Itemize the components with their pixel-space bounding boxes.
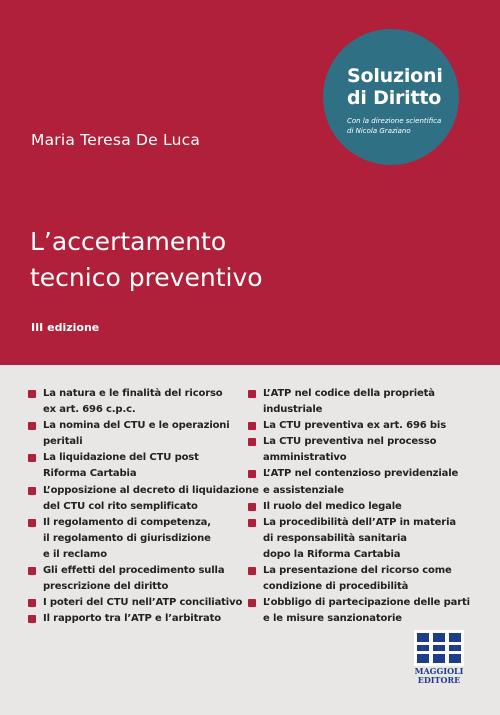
topics-list-right [248, 386, 473, 627]
author-name: Maria Teresa De Luca [31, 131, 201, 149]
publisher-name-line-1: MAGGIOLI [414, 666, 464, 676]
topic-line: e le misure sanzionatorie [263, 613, 402, 625]
topic-item [248, 466, 473, 498]
topic-line: il regolamento di giurisdizione [43, 532, 211, 544]
topic-line: ex art. 696 c.p.c. [43, 404, 136, 416]
topic-line: Gli effetti del procedimento sulla [43, 565, 225, 577]
topic-line: La CTU preventiva ex art. 696 bis [263, 420, 447, 432]
topic-line: Il rapporto tra l’ATP e l’arbitrato [43, 613, 221, 625]
series-badge [323, 29, 459, 165]
topic-line: La CTU preventiva nel processo [263, 436, 437, 448]
topic-item [28, 418, 238, 450]
topic-line: del CTU col rito semplificato [43, 500, 198, 512]
edition-label: III edizione [31, 321, 100, 334]
series-title-line-2: di Diritto [347, 87, 442, 109]
topic-line: La procedibilità dell’ATP in materia [263, 516, 456, 528]
topic-item [248, 515, 473, 563]
topic-item [248, 418, 473, 434]
topic-line: di responsabilità sanitaria [263, 532, 407, 544]
topic-line: Riforma Cartabia [43, 468, 137, 480]
topic-item [248, 386, 473, 418]
series-title [347, 65, 443, 109]
topic-line: La liquidazione del CTU post [43, 452, 199, 464]
topic-line: L’obbligo di partecipazione delle parti [263, 597, 470, 609]
topic-line: prescrizione del diritto [43, 581, 169, 593]
topic-line: La presentazione del ricorso come [263, 565, 452, 577]
topic-item [28, 386, 238, 418]
topic-item [28, 450, 238, 482]
book-title-line-1: L’accertamento [30, 227, 227, 256]
topics-list-left [28, 386, 259, 627]
topic-line: L’opposizione al decreto di liquidazione [43, 484, 259, 496]
topic-line: Il regolamento di competenza, [43, 516, 211, 528]
topic-item [28, 611, 238, 627]
topic-line: Il ruolo del medico legale [263, 500, 402, 512]
topic-item [248, 434, 473, 466]
topic-item [28, 563, 238, 595]
topic-line: L’ATP nel contenzioso previdenziale [263, 468, 459, 480]
topic-item [248, 499, 473, 515]
series-title-line-1: Soluzioni [347, 65, 443, 87]
publisher-logo [411, 630, 467, 686]
topic-item [28, 515, 238, 563]
publisher-logo-icon [414, 630, 464, 666]
topic-line: dopo la Riforma Cartabia [263, 548, 401, 560]
topic-line: e assistenziale [263, 484, 344, 496]
topic-line: condizione di procedibilità [263, 581, 409, 593]
topic-line: L’ATP nel codice della proprietà [263, 388, 435, 399]
topic-line: La nomina del CTU e le operazioni [43, 420, 230, 432]
topic-line: e il reclamo [43, 548, 107, 560]
topic-line: I poteri del CTU nell’ATP conciliativo [43, 597, 243, 609]
topic-item [28, 595, 243, 611]
topic-item [248, 595, 473, 627]
topic-item [248, 563, 473, 595]
series-subtitle-line-1: Con la direzione scientifica [347, 117, 442, 125]
series-subtitle [347, 116, 447, 136]
publisher-name-line-2: EDITORE [417, 675, 461, 685]
topic-line: amministrativo [263, 452, 347, 464]
topic-item [28, 483, 259, 515]
publisher-name [411, 667, 467, 685]
topic-line: industriale [263, 404, 323, 416]
topic-line: peritali [43, 436, 83, 448]
book-title [30, 224, 263, 296]
topic-line: La natura e le finalità del ricorso [43, 388, 223, 399]
series-subtitle-line-2: di Nicola Graziano [347, 127, 411, 135]
book-title-line-2: tecnico preventivo [30, 263, 263, 292]
